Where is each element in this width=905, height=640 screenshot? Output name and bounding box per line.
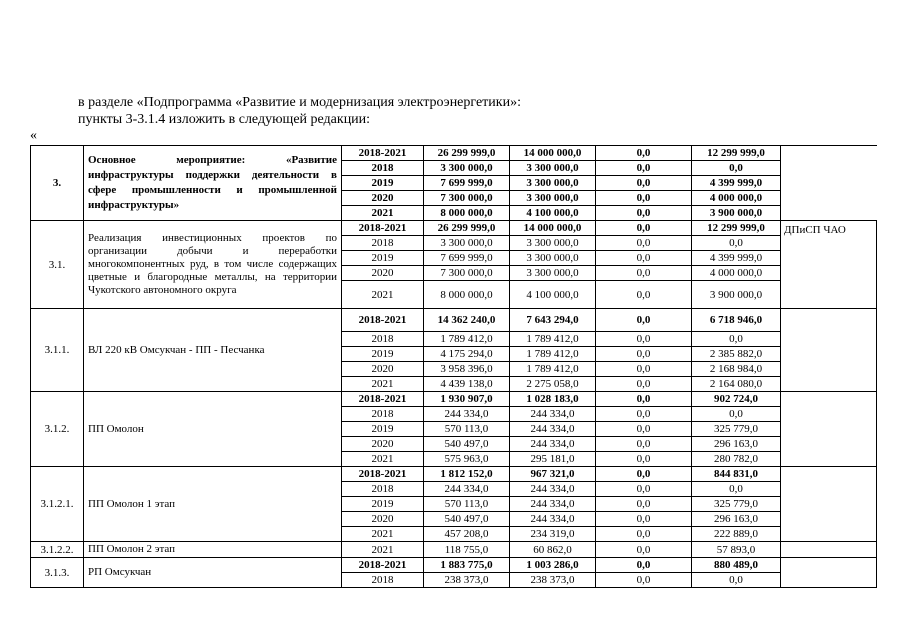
year-cell: 2018-2021 (342, 558, 424, 573)
federal-budget-cell: 3 300 000,0 (510, 266, 596, 281)
intro-line-2: пункты 3-3.1.4 изложить в следующей редакции: (78, 112, 371, 127)
item-number: 3.1.2. (31, 392, 84, 467)
district-budget-cell: 0,0 (596, 309, 692, 332)
year-cell: 2018-2021 (342, 467, 424, 482)
federal-budget-cell: 244 334,0 (510, 437, 596, 452)
item-name: ПП Омолон 1 этап (84, 467, 342, 542)
federal-budget-cell: 3 300 000,0 (510, 176, 596, 191)
other-sources-cell: 4 399 999,0 (692, 251, 781, 266)
responsible-executor (781, 309, 877, 392)
other-sources-cell: 12 299 999,0 (692, 221, 781, 236)
other-sources-cell: 2 385 882,0 (692, 347, 781, 362)
federal-budget-cell: 1 028 183,0 (510, 392, 596, 407)
item-name: ПП Омолон 2 этап (84, 542, 342, 558)
district-budget-cell: 0,0 (596, 392, 692, 407)
district-budget-cell: 0,0 (596, 437, 692, 452)
table-body (31, 146, 877, 588)
item-number: 3.1. (31, 221, 84, 309)
district-budget-cell: 0,0 (596, 266, 692, 281)
federal-budget-cell: 3 300 000,0 (510, 236, 596, 251)
item-name: РП Омсукчан (84, 558, 342, 588)
district-budget-cell: 0,0 (596, 573, 692, 588)
federal-budget-cell: 967 321,0 (510, 467, 596, 482)
total-cell: 570 113,0 (424, 497, 510, 512)
district-budget-cell: 0,0 (596, 332, 692, 347)
year-cell: 2018 (342, 236, 424, 251)
other-sources-cell: 6 718 946,0 (692, 309, 781, 332)
district-budget-cell: 0,0 (596, 377, 692, 392)
total-cell: 3 300 000,0 (424, 161, 510, 176)
year-cell: 2018 (342, 482, 424, 497)
opening-quote-mark: « (30, 128, 37, 143)
federal-budget-cell: 244 334,0 (510, 482, 596, 497)
district-budget-cell: 0,0 (596, 482, 692, 497)
other-sources-cell: 280 782,0 (692, 452, 781, 467)
item-number: 3.1.3. (31, 558, 84, 588)
federal-budget-cell: 14 000 000,0 (510, 221, 596, 236)
year-cell: 2018-2021 (342, 146, 424, 161)
total-cell: 8 000 000,0 (424, 281, 510, 309)
year-cell: 2020 (342, 362, 424, 377)
federal-budget-cell: 1 789 412,0 (510, 362, 596, 377)
year-cell: 2021 (342, 281, 424, 309)
total-cell: 1 812 152,0 (424, 467, 510, 482)
year-cell: 2019 (342, 497, 424, 512)
total-cell: 3 300 000,0 (424, 236, 510, 251)
table-row (31, 309, 877, 332)
other-sources-cell: 325 779,0 (692, 422, 781, 437)
other-sources-cell: 57 893,0 (692, 542, 781, 558)
other-sources-cell: 902 724,0 (692, 392, 781, 407)
year-cell: 2018 (342, 573, 424, 588)
district-budget-cell: 0,0 (596, 347, 692, 362)
year-cell: 2019 (342, 251, 424, 266)
federal-budget-cell: 2 275 058,0 (510, 377, 596, 392)
year-cell: 2019 (342, 422, 424, 437)
year-cell: 2018-2021 (342, 221, 424, 236)
intro-line-1: в разделе «Подпрограмма «Развитие и модернизация электроэнергетики»: (78, 95, 521, 110)
year-cell: 2020 (342, 437, 424, 452)
federal-budget-cell: 4 100 000,0 (510, 281, 596, 309)
year-cell: 2020 (342, 512, 424, 527)
district-budget-cell: 0,0 (596, 467, 692, 482)
total-cell: 7 300 000,0 (424, 191, 510, 206)
item-name: Реализация инвестиционных проектов по организации добычи и переработки многокомпонентных руд, в том числе содержащих цветные и благородные металлы, на территории Чукотского автономного округа (84, 221, 342, 309)
total-cell: 26 299 999,0 (424, 221, 510, 236)
responsible-executor (781, 146, 877, 221)
total-cell: 244 334,0 (424, 407, 510, 422)
total-cell: 1 789 412,0 (424, 332, 510, 347)
district-budget-cell: 0,0 (596, 161, 692, 176)
total-cell: 8 000 000,0 (424, 206, 510, 221)
other-sources-cell: 880 489,0 (692, 558, 781, 573)
total-cell: 7 699 999,0 (424, 251, 510, 266)
other-sources-cell: 2 168 984,0 (692, 362, 781, 377)
total-cell: 1 930 907,0 (424, 392, 510, 407)
other-sources-cell: 325 779,0 (692, 497, 781, 512)
federal-budget-cell: 238 373,0 (510, 573, 596, 588)
total-cell: 540 497,0 (424, 512, 510, 527)
responsible-executor (781, 392, 877, 467)
total-cell: 118 755,0 (424, 542, 510, 558)
year-cell: 2021 (342, 542, 424, 558)
total-cell: 457 208,0 (424, 527, 510, 542)
federal-budget-cell: 1 789 412,0 (510, 347, 596, 362)
district-budget-cell: 0,0 (596, 206, 692, 221)
district-budget-cell: 0,0 (596, 191, 692, 206)
district-budget-cell: 0,0 (596, 146, 692, 161)
federal-budget-cell: 244 334,0 (510, 407, 596, 422)
item-name: ПП Омолон (84, 392, 342, 467)
federal-budget-cell: 7 643 294,0 (510, 309, 596, 332)
district-budget-cell: 0,0 (596, 512, 692, 527)
other-sources-cell: 0,0 (692, 407, 781, 422)
district-budget-cell: 0,0 (596, 558, 692, 573)
year-cell: 2020 (342, 191, 424, 206)
table-row (31, 392, 877, 407)
total-cell: 26 299 999,0 (424, 146, 510, 161)
district-budget-cell: 0,0 (596, 422, 692, 437)
federal-budget-cell: 244 334,0 (510, 512, 596, 527)
other-sources-cell: 0,0 (692, 236, 781, 251)
district-budget-cell: 0,0 (596, 527, 692, 542)
federal-budget-cell: 3 300 000,0 (510, 251, 596, 266)
other-sources-cell: 296 163,0 (692, 437, 781, 452)
item-name: ВЛ 220 кВ Омсукчан - ПП - Песчанка (84, 309, 342, 392)
year-cell: 2021 (342, 527, 424, 542)
district-budget-cell: 0,0 (596, 251, 692, 266)
year-cell: 2020 (342, 266, 424, 281)
year-cell: 2021 (342, 206, 424, 221)
federal-budget-cell: 3 300 000,0 (510, 161, 596, 176)
other-sources-cell: 0,0 (692, 161, 781, 176)
program-table (30, 145, 877, 588)
total-cell: 4 175 294,0 (424, 347, 510, 362)
district-budget-cell: 0,0 (596, 452, 692, 467)
other-sources-cell: 0,0 (692, 332, 781, 347)
year-cell: 2018 (342, 407, 424, 422)
other-sources-cell: 12 299 999,0 (692, 146, 781, 161)
year-cell: 2018-2021 (342, 392, 424, 407)
total-cell: 238 373,0 (424, 573, 510, 588)
year-cell: 2021 (342, 452, 424, 467)
item-number: 3. (31, 146, 84, 221)
item-name: Основное мероприятие: «Развитие инфраструктуры поддержки деятельности в сфере промышленности и промышленной инфраструктуры» (84, 146, 342, 221)
federal-budget-cell: 295 181,0 (510, 452, 596, 467)
federal-budget-cell: 1 003 286,0 (510, 558, 596, 573)
item-number: 3.1.2.2. (31, 542, 84, 558)
other-sources-cell: 0,0 (692, 573, 781, 588)
other-sources-cell: 222 889,0 (692, 527, 781, 542)
total-cell: 244 334,0 (424, 482, 510, 497)
federal-budget-cell: 60 862,0 (510, 542, 596, 558)
federal-budget-cell: 234 319,0 (510, 527, 596, 542)
district-budget-cell: 0,0 (596, 497, 692, 512)
year-cell: 2019 (342, 347, 424, 362)
table-row (31, 467, 877, 482)
federal-budget-cell: 14 000 000,0 (510, 146, 596, 161)
responsible-executor (781, 558, 877, 588)
year-cell: 2018 (342, 161, 424, 176)
total-cell: 7 300 000,0 (424, 266, 510, 281)
table-row (31, 542, 877, 558)
other-sources-cell: 3 900 000,0 (692, 206, 781, 221)
year-cell: 2018 (342, 332, 424, 347)
responsible-executor (781, 542, 877, 558)
total-cell: 1 883 775,0 (424, 558, 510, 573)
item-number: 3.1.2.1. (31, 467, 84, 542)
other-sources-cell: 844 831,0 (692, 467, 781, 482)
other-sources-cell: 4 399 999,0 (692, 176, 781, 191)
total-cell: 3 958 396,0 (424, 362, 510, 377)
district-budget-cell: 0,0 (596, 221, 692, 236)
total-cell: 14 362 240,0 (424, 309, 510, 332)
federal-budget-cell: 4 100 000,0 (510, 206, 596, 221)
total-cell: 7 699 999,0 (424, 176, 510, 191)
district-budget-cell: 0,0 (596, 542, 692, 558)
federal-budget-cell: 3 300 000,0 (510, 191, 596, 206)
district-budget-cell: 0,0 (596, 362, 692, 377)
district-budget-cell: 0,0 (596, 281, 692, 309)
other-sources-cell: 4 000 000,0 (692, 191, 781, 206)
year-cell: 2021 (342, 377, 424, 392)
item-number: 3.1.1. (31, 309, 84, 392)
district-budget-cell: 0,0 (596, 176, 692, 191)
other-sources-cell: 3 900 000,0 (692, 281, 781, 309)
table-row (31, 221, 877, 236)
other-sources-cell: 296 163,0 (692, 512, 781, 527)
other-sources-cell: 0,0 (692, 482, 781, 497)
responsible-executor (781, 467, 877, 542)
other-sources-cell: 4 000 000,0 (692, 266, 781, 281)
federal-budget-cell: 1 789 412,0 (510, 332, 596, 347)
federal-budget-cell: 244 334,0 (510, 497, 596, 512)
table-row (31, 146, 877, 161)
year-cell: 2019 (342, 176, 424, 191)
total-cell: 570 113,0 (424, 422, 510, 437)
other-sources-cell: 2 164 080,0 (692, 377, 781, 392)
total-cell: 540 497,0 (424, 437, 510, 452)
district-budget-cell: 0,0 (596, 407, 692, 422)
year-cell: 2018-2021 (342, 309, 424, 332)
district-budget-cell: 0,0 (596, 236, 692, 251)
table-row (31, 558, 877, 573)
federal-budget-cell: 244 334,0 (510, 422, 596, 437)
responsible-executor: ДПиСП ЧАО (781, 221, 877, 309)
total-cell: 4 439 138,0 (424, 377, 510, 392)
total-cell: 575 963,0 (424, 452, 510, 467)
